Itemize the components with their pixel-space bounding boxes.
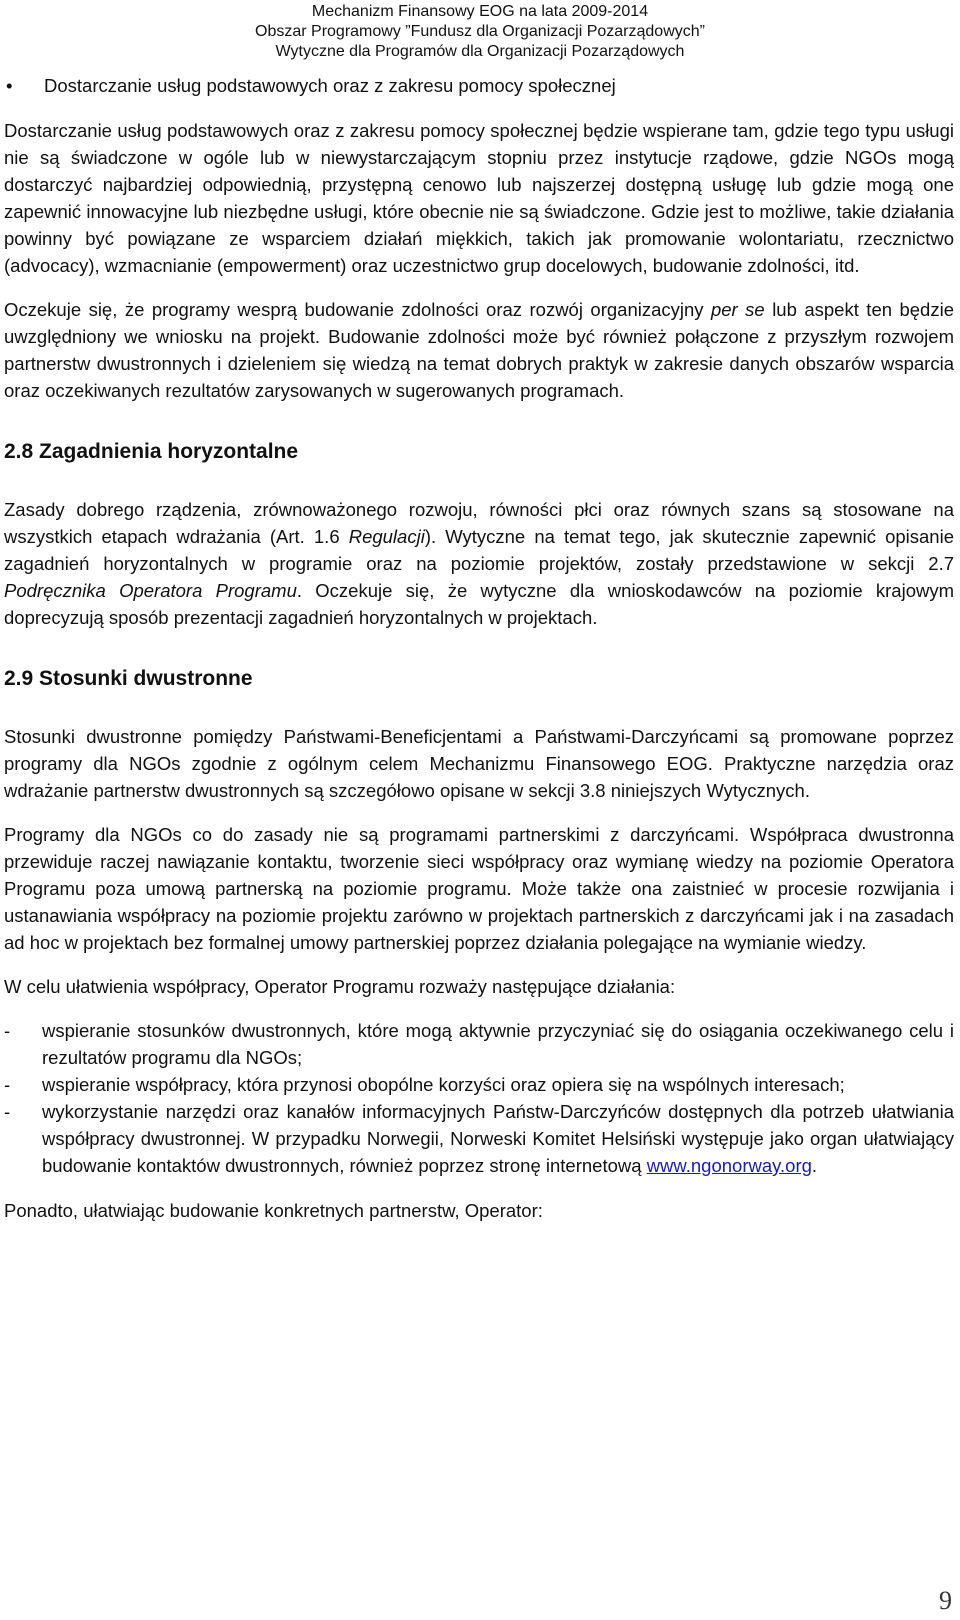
section-2-9-title: 2.9 Stosunki dwustronne [4,667,253,690]
section-2-8-title: 2.8 Zagadnienia horyzontalne [4,440,299,463]
paragraph-basic-services: Dostarczanie usług podstawowych oraz z zakresu pomocy społecznej będzie wspierane tam, gdzie tego typu usługi nie są świadczone w ogóle lub w niewystarczającym stopniu przez instytucje rządowe, gdzie NGOs mogą dostarczyć najbardziej odpowiednią, przystępną cenowo lub najszerzej dostępną usługę lub gdzie mogą one zapewnić innowacyjne lub niezbędne usługi, które obecnie nie są świadczone. Gdzie jest to możliwe, takie działania powinny być powiązane ze wsparciem działań miękkich, takich jak promowanie wolontariatu, rzecznictwo (advocacy), wzmacnianie (empowerment) oraz uczestnictwo grup docelowych, budowanie zdolności, itd. [4,120,954,276]
cooperation-list [4,1017,954,1179]
ngonorway-link[interactable]: www.ngonorway.org [646,1155,812,1176]
paragraph-bilateral-relations: Stosunki dwustronne pomiędzy Państwami-Beneficjentami a Państwami-Darczyńcami są promowane poprzez programy dla NGOs zgodnie z ogólnym celem Mechanizmu Finansowego EOG. Praktyczne narzędzia oraz wdrażanie partnerstw dwustronnych są szczegółowo opisane w sekcji 3.8 niniejszych Wytycznych. [4,726,954,801]
bullet-heading-text: Dostarczanie usług podstawowych oraz z zakresu pomocy społecznej [44,75,616,96]
header-line-1: Mechanizm Finansowy EOG na lata 2009-2014 [311,3,649,20]
bullet-dot: • [6,75,13,96]
paragraph-cooperation-intro: W celu ułatwienia współpracy, Operator Programu rozważy następujące działania: [4,976,676,997]
bullet-heading [4,72,954,99]
paragraph-partnerships: Ponadto, ułatwiając budowanie konkretnych partnerstw, Operator: [4,1200,543,1221]
page-number: 9 [939,1586,952,1615]
list-item: - wspieranie stosunków dwustronnych, które mogą aktywnie przyczyniać się do osiągania oczekiwanego celu i rezultatów programu dla NGOs; [4,1020,954,1068]
paragraph-ngo-programmes: Programy dla NGOs co do zasady nie są programami partnerskimi z darczyńcami. Współpraca dwustronna przewiduje raczej nawiązanie kontaktu, tworzenie sieci współpracy oraz wymianę wiedzy na poziomie Operatora Programu poza umową partnerską na poziomie programu. Może także ona zaistnieć w procesie rozwijania i ustanawiania współpracy na poziomie projektu zarówno w projektach partnerskich z darczyńcami jak i na zasadach ad hoc w projektach bez formalnej umowy partnerskiej poprzez działania polegające na wymianie wiedzy. [4,824,954,953]
document-header [0,2,960,62]
header-line-3: Wytyczne dla Programów dla Organizacji Pozarządowych [275,43,685,60]
paragraph-capacity-building: Oczekuje się, że programy wesprą budowanie zdolności oraz rozwój organizacyjny per se lub aspekt ten będzie uwzględniony we wniosku na projekt. Budowanie zdolności może być również połączone z przyszłym rozwojem partnerstw dwustronnych i dzieleniem się wiedzą na temat dobrych praktyk w zakresie danych obszarów wsparcia oraz oczekiwanych rezultatów zarysowanych w sugerowanych programach. [4,299,954,401]
list-item: - wykorzystanie narzędzi oraz kanałów informacyjnych Państw-Darczyńców dostępnych dla potrzeb ułatwiania współpracy dwustronnej. W przypadku Norwegii, Norweski Komitet Helsiński występuje jako organ ułatwiający budowanie kontaktów dwustronnych, również poprzez stronę internetową www.ngonorway.org. [4,1101,954,1176]
paragraph-horizontal-issues: Zasady dobrego rządzenia, zrównoważonego rozwoju, równości płci oraz równych szans są stosowane na wszystkich etapach wdrażania (Art. 1.6 Regulacji). Wytyczne na temat tego, jak skutecznie zapewnić opisanie zagadnień horyzontalnych w programie oraz na poziomie projektów, zostały przedstawione w sekcji 2.7 Podręcznika Operatora Programu. Oczekuje się, że wytyczne dla wnioskodawców na poziomie krajowym doprecyzują sposób prezentacji zagadnień horyzontalnych w projektach. [4,499,954,628]
header-line-2: Obszar Programowy ”Fundusz dla Organizacji Pozarządowych” [255,23,705,40]
document-body [4,72,954,1241]
list-item: - wspieranie współpracy, która przynosi obopólne korzyści oraz opiera się na wspólnych interesach; [4,1074,845,1095]
